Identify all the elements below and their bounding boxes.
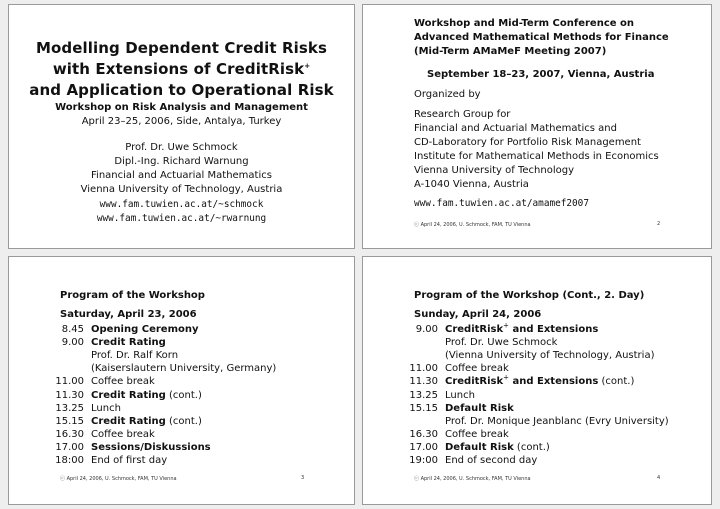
program-time: 16.30 <box>55 428 84 440</box>
author-1: Prof. Dr. Uwe Schmock <box>125 142 238 153</box>
program-event <box>445 337 557 348</box>
program-event <box>91 416 202 427</box>
organizer-line: A-1040 Vienna, Austria <box>414 179 529 190</box>
program-event-title: CreditRisk <box>445 324 504 335</box>
url-rwarnung[interactable]: www.fam.tuwien.ac.at/~rwarnung <box>96 213 267 224</box>
program-event-title: Default Risk <box>445 441 514 453</box>
program-event <box>91 455 167 466</box>
program-event-title: End of first day <box>91 455 168 466</box>
program-event-title: (Kaiserslautern University, Germany) <box>91 363 277 375</box>
program-event <box>91 403 121 414</box>
conference-heading-2: Advanced Mathematical Methods for Finance <box>414 32 669 43</box>
title-line-3: and Application to Operational Risk <box>29 81 334 99</box>
program-event-cont: (cont.) <box>601 376 635 388</box>
program-time: 13.25 <box>409 389 438 401</box>
workshop-name: Workshop on Risk Analysis and Management <box>55 102 308 113</box>
program-event <box>91 350 178 361</box>
program-event-title: Sessions/Diskussions <box>91 441 211 453</box>
organizer-line: Institute for Mathematical Methods in Economics <box>414 151 659 162</box>
program-event-title: Prof. Dr. Uwe Schmock <box>445 337 558 349</box>
program-event-title: Coffee break <box>91 376 155 388</box>
slide-4 <box>362 256 712 505</box>
program-time: 11.00 <box>409 363 438 375</box>
program-time: 9.00 <box>61 337 84 349</box>
organizer-line: Research Group for <box>414 109 511 120</box>
program-event-title: Coffee break <box>445 363 509 375</box>
program-event <box>445 376 634 387</box>
program-event <box>445 416 669 427</box>
program-event <box>445 455 537 466</box>
page-number: 3 <box>301 475 305 481</box>
organizer-line: Financial and Actuarial Mathematics and <box>414 123 617 134</box>
program-event-title: Prof. Dr. Monique Jeanblanc (Evry University) <box>445 415 669 427</box>
program-time: 16.30 <box>409 428 438 440</box>
page-number: 4 <box>657 475 661 481</box>
program-event-title: Credit Rating <box>91 337 166 349</box>
organizer-line: CD-Laboratory for Portfolio Risk Management <box>414 137 641 148</box>
program-event-sup: + <box>503 321 510 330</box>
program-event-sup: + <box>503 374 510 383</box>
program-time: 11.30 <box>409 376 438 388</box>
program-time: 17.00 <box>55 441 84 453</box>
slide-footer: ⓒ April 24, 2006, U. Schmock, FAM, TU Vienna <box>60 476 177 482</box>
program-time: 13.25 <box>55 402 84 414</box>
program-event <box>445 403 514 414</box>
program-event <box>445 321 599 335</box>
program-event <box>91 363 276 374</box>
conference-url[interactable]: www.fam.tuwien.ac.at/amamef2007 <box>414 198 589 209</box>
affiliation-1: Financial and Actuarial Mathematics <box>91 170 272 181</box>
author-2: Dipl.-Ing. Richard Warnung <box>114 156 249 167</box>
program-event-title: Default Risk <box>445 402 514 414</box>
slide-footer: ⓒ April 24, 2006, U. Schmock, FAM, TU Vienna <box>414 476 531 482</box>
conference-heading-3: (Mid-Term AMaMeF Meeting 2007) <box>414 46 607 57</box>
program-heading: Program of the Workshop <box>60 290 205 301</box>
program-event-title: Credit Rating <box>91 415 166 427</box>
slide-2 <box>362 4 712 249</box>
title-sup: + <box>304 62 311 70</box>
program-event-title: Lunch <box>445 389 475 401</box>
program-event <box>91 376 155 387</box>
program-time: 15.15 <box>409 402 438 414</box>
title-line-2-text: with Extensions of CreditRisk <box>52 60 305 78</box>
organizer-line: Vienna University of Technology <box>414 165 574 176</box>
program-time: 11.30 <box>55 389 84 401</box>
program-event-title: Credit Rating <box>91 389 166 401</box>
title-line-1: Modelling Dependent Credit Risks <box>36 39 327 57</box>
program-event <box>91 390 202 401</box>
workshop-dates: April 23–25, 2006, Side, Antalya, Turkey <box>81 116 282 127</box>
page-number: 2 <box>657 221 661 227</box>
url-schmock[interactable]: www.fam.tuwien.ac.at/~schmock <box>99 199 264 210</box>
program-event-title: (Vienna University of Technology, Austria) <box>445 350 655 362</box>
program-day: Saturday, April 23, 2006 <box>60 309 197 320</box>
program-event-cont: (cont.) <box>169 389 202 401</box>
title-line-2 <box>9 60 354 78</box>
program-event <box>91 429 155 440</box>
conference-heading-1: Workshop and Mid-Term Conference on <box>414 18 635 29</box>
program-event <box>91 442 211 453</box>
affiliation-2: Vienna University of Technology, Austria <box>80 184 283 195</box>
program-event-cont: (cont.) <box>516 441 550 453</box>
program-time: 11.00 <box>55 376 84 388</box>
program-event <box>445 350 654 361</box>
program-event-title: Coffee break <box>91 428 155 440</box>
program-event <box>91 337 166 348</box>
program-time: 15.15 <box>55 415 84 427</box>
program-event-title: Coffee break <box>445 428 509 440</box>
program-event <box>445 429 509 440</box>
program-time: 17.00 <box>409 441 438 453</box>
program-event <box>91 324 199 335</box>
program-time: 9.00 <box>415 324 438 335</box>
slide-1 <box>8 4 355 249</box>
program-event <box>445 442 550 453</box>
program-event-title: CreditRisk <box>445 376 504 388</box>
program-event-title: Lunch <box>91 402 121 414</box>
program-event <box>445 390 475 401</box>
conference-date: September 18–23, 2007, Vienna, Austria <box>427 69 655 80</box>
program-event-cont: (cont.) <box>169 415 202 427</box>
slide-footer: ⓒ April 24, 2006, U. Schmock, FAM, TU Vienna <box>414 222 531 228</box>
program-time: 18:00 <box>55 455 84 466</box>
slide-3 <box>8 256 355 505</box>
program-day: Sunday, April 24, 2006 <box>414 309 542 320</box>
program-heading: Program of the Workshop (Cont., 2. Day) <box>414 290 645 301</box>
program-time: 8.45 <box>61 324 84 335</box>
program-time: 19:00 <box>409 455 438 466</box>
program-event-title: Opening Ceremony <box>91 324 199 335</box>
program-event-title: Prof. Dr. Ralf Korn <box>91 350 179 362</box>
organized-by: Organized by <box>414 89 481 100</box>
program-event-title-rest: and Extensions <box>509 324 599 335</box>
program-event-title-rest: and Extensions <box>509 376 599 388</box>
program-event-title: End of second day <box>445 455 538 466</box>
program-event <box>445 363 509 374</box>
